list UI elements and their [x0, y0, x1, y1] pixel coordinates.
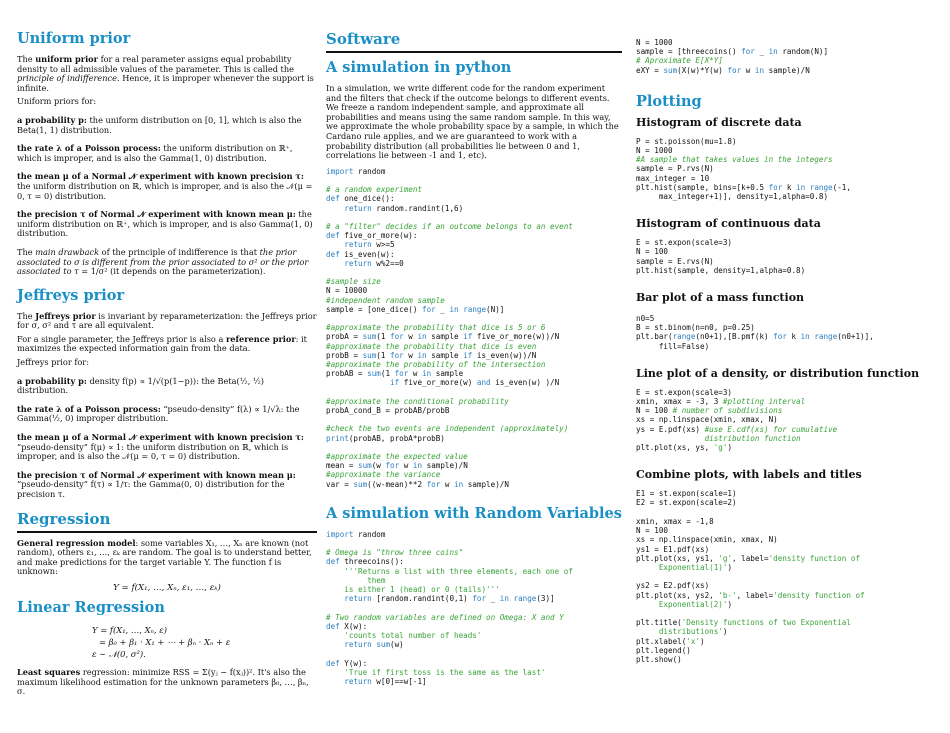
right-column [636, 30, 936, 664]
uniform-prior-heading: Uniform prior [17, 30, 131, 47]
code-block-expectation: N = 1000 sample = [threecoins() for _ in random(N)] # Aproximate E[X*Y] eXY = sum(X(w)*Y(w) for w in sample)/N [636, 38, 829, 75]
plotting-heading: Plotting [636, 92, 702, 110]
simulation-rv-heading: A simulation with Random Variables [326, 504, 622, 522]
regression-rule [17, 531, 317, 533]
hist-continuous-heading: Histogram of continuous data [636, 217, 821, 231]
jeffreys-item-normal-mean: the mean μ of a Normal 𝒩 experiment with known precision τ: “pseudo-density” f(μ) ∝ 1: the uniform distribution on ℝ, which is improper, and is also the 𝒩(μ = 0, τ = 0) distribution. [17, 432, 304, 462]
code-block-barplot: n0=5 B = st.binom(n=n0, p=0.25) plt.bar(range(n0+1),[B.pmf(k) for k in range(n0+1)], fill=False) [636, 314, 874, 351]
lineplot-heading: Line plot of a density, or distribution function [636, 366, 920, 380]
left-column [17, 30, 317, 701]
code-block-random-variables: import random # Omega is "throw three coins" def threecoins(): '''Returns a list with three elements, each one of them is either 1 (head) or 0 (tails)''' return [random.randint(0,1) for _ in range(3)] # Two random variables are defined on Omega: X and Y def X(w): 'counts total number of heads' return sum(w) def Y(w): 'True if first toss is the same as the last' return w[0]==w[-1] [326, 529, 573, 687]
drawback-paragraph: The main drawback of the principle of indifference is that the prior associated to σ is different from the prior associated to σ² or the prior associated to τ = 1/σ² (it depends on the parameterization). [17, 246, 309, 277]
uniform-intro: The uniform prior for a real parameter assigns equal probability density to all admissible values of the parameter. This is called the principle of indifference. Hence, it is improper whenever the support is infinite. [17, 54, 314, 93]
code-block-simulation: import random # a random experiment def one_dice(): return random.randint(1,6) # a "filter" decides if an outcome belongs to an event def five_or_more(w): return w>=5 def is_even(w): return w%2==0 #sample size N = 10000 #independent random sample sample = [one_dice() for _ in range(N)] #approximate the probability that dice is 5 or 6 probA = sum(1 for w in sample if five_or_more(w))/N #approximate the probability that dice is even probB = sum(1 for w in sample if is_even(w))/N #approximate the probability of the intersection probAB = sum(1 for w in sample if five_or_more(w) and is_even(w) )/N #approximate the conditional probability probA_cond_B = probAB/probB #check the two events are independent (approximately) print(probAB, probA*probB) #approximate the expected value mean = sum(w for w in sample)/N #approximate the variance var = sum((w-mean)**2 for w in sample)/N [326, 166, 573, 489]
linear-eq-2: = β₀ + β₁ · X₁ + ⋯ + βₙ · Xₙ + ε [99, 636, 231, 647]
jeffreys-reference: For a single parameter, the Jeffreys prior is also a reference prior: it maximizes the expected information gain from the data. [17, 333, 307, 354]
jeffreys-intro: The Jeffreys prior is invariant by reparameterization: the Jeffreys prior for σ, σ² and τ are all equivalent. [17, 310, 317, 331]
uniform-priors-for: Uniform priors for: [17, 96, 97, 107]
linear-eq-3: ε ∼ 𝒩(0, σ²). [92, 648, 146, 659]
jeffreys-for: Jeffreys prior for: [17, 357, 89, 368]
regression-model: General regression model: some variables X₁, …, Xₙ are known (not random), others ε₁, …, εₖ are random. The goal is to understand better, and make predictions for the target variable Y. The function f is unknown: [17, 537, 312, 577]
code-block-hist-discrete: P = st.poisson(mu=1.8) N = 1000 #A sample that takes values in the integers sample = P.rvs(N) max_integer = 10 plt.hist(sample, bins=[k+0.5 for k in range(-1, max_integer+1)], density=1,alpha=0.8) [636, 136, 851, 202]
combine-heading: Combine plots, with labels and titles [636, 468, 862, 482]
jeffreys-item-normal-precision: the precision τ of Normal 𝒩 experiment with known mean μ: “pseudo-density” f(τ) ∝ 1/τ: the Gamma(0, 0) distribution for the precision τ. [17, 469, 296, 499]
jeffreys-item-probability: a probability p: density f(p) ∝ 1/√(p(1−p)): the Beta(½, ½) distribution. [17, 375, 264, 396]
code-block-combine: E1 = st.expon(scale=1) E2 = st.expon(scale=2) xmin, xmax = -1,8 N = 100 xs = np.linspace(xmin, xmax, N) ys1 = E1.pdf(xs) plt.plot(xs, ys1, 'g', label='density function of Exponential(1)') ys2 = E2.pdf(xs) plt.plot(xs, ys2, 'b-', label='density function of Exponential(2)') plt.title('Density functions of two Exponential distributions') plt.xlabel('x') plt.legend() plt.show() [636, 489, 865, 664]
regression-equation: Y = f(X₁, …, Xₙ, ε₁, …, εₖ) [113, 582, 221, 593]
regression-heading: Regression [17, 509, 111, 528]
uniform-item-normal-precision: the precision τ of Normal 𝒩 experiment with known mean μ: the uniform distribution on ℝ⁺, which is improper, and is also Gamma(1, 0) distribution. [17, 209, 313, 239]
hist-discrete-heading: Histogram of discrete data [636, 115, 802, 129]
code-block-hist-continuous: E = st.expon(scale=3) N = 100 sample = E.rvs(N) plt.hist(sample, density=1,alpha=0.8) [636, 238, 806, 275]
least-squares: Least squares regression: minimize RSS = Σ(yⱼ − f(xⱼ))². It's also the maximum likelihood estimation for the unknown parameters β₀, …, βₙ, σ. [17, 666, 309, 697]
middle-column [326, 30, 622, 686]
simulation-python-text: In a simulation, we write different code for the random experiment and the filters that check if the outcome belongs to different events. We freeze a random independent sample, and approximate all probabilities and means using the same random sample. In this way, we approximate the whole probability space by a sample, in which the Cardano rule applies, and we are guaranteed to work with a probability distribution (all probabilities lie between 0 and 1, correlations lie between -1 and 1, etc). [326, 83, 619, 161]
simulation-python-heading: A simulation in python [326, 59, 512, 76]
jeffreys-prior-heading: Jeffreys prior [17, 286, 125, 304]
barplot-heading: Bar plot of a mass function [636, 291, 805, 305]
jeffreys-item-poisson: the rate λ of a Poisson process: “pseudo-density” f(λ) ∝ 1/√λ: the Gamma(½, 0) improper distribution. [17, 403, 300, 424]
linear-eq-1: Y = f(X₁, …, Xₙ, ε) [92, 624, 168, 635]
uniform-item-normal-mean: the mean μ of a Normal 𝒩 experiment with known precision τ: the uniform distribution on ℝ, which is improper, and is also the 𝒩(μ = 0, τ = 0) distribution. [17, 171, 313, 201]
linear-regression-heading: Linear Regression [17, 598, 165, 616]
uniform-item-poisson: the rate λ of a Poisson process: the uniform distribution on ℝ⁺, which is improper, and is also the Gamma(1, 0) distribution. [17, 143, 293, 163]
software-heading: Software [326, 30, 401, 48]
code-block-lineplot: E = st.expon(scale=3) xmin, xmax = -3, 3 #plotting interval N = 100 # number of subdivisions xs = np.linspace(xmin, xmax, N) ys = E.pdf(xs) #use E.cdf(xs) for cumulative distribution function plt.plot(xs, ys, 'g') [636, 387, 838, 453]
software-rule [326, 51, 622, 53]
uniform-item-probability: a probability p: the uniform distribution on [0, 1], which is also the Beta(1, 1) distribution. [17, 114, 302, 135]
